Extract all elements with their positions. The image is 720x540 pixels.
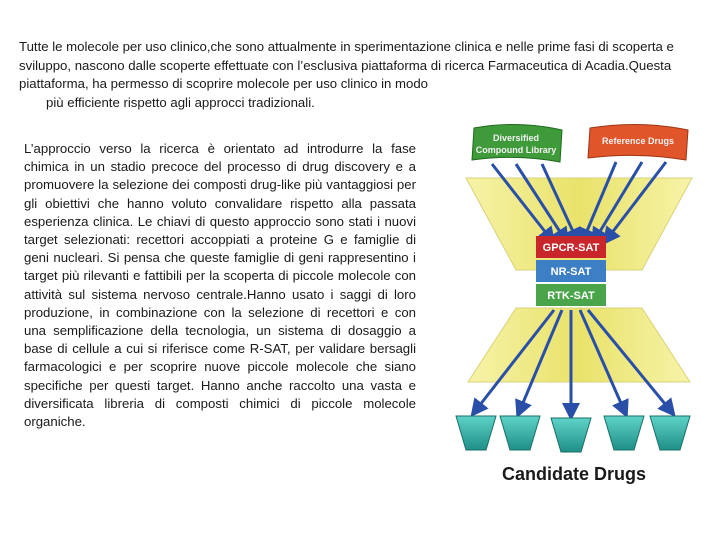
library-label-2: Compound Library — [475, 145, 557, 155]
candidate-cups — [456, 416, 690, 452]
rtk-label: RTK-SAT — [547, 290, 595, 302]
drug-discovery-diagram — [452, 120, 707, 490]
reference-label: Reference Drugs — [601, 136, 675, 146]
gpcr-label: GPCR-SAT — [542, 242, 600, 254]
candidate-drugs-label: Candidate Drugs — [501, 464, 647, 484]
intro-line-1: Tutte le molecole per uso clinico,che sono attualmente in sperimentazione clinica e nelle prime fasi di scoperta e sviluppo, nascono dalle scoperte effettuate con l’esclusiva piattaforma di ricerca Farmaceutica di Acadia.Questa piattaforma, ha permesso di scoprire molecole per uso clinico in modo — [19, 39, 674, 91]
gpcr-sat-box — [536, 236, 606, 258]
diagram-svg — [452, 120, 707, 490]
nr-sat-box — [536, 260, 606, 282]
intro-paragraph — [19, 38, 704, 112]
lower-funnel — [468, 308, 690, 382]
body-paragraph: L’approccio verso la ricerca è orientato ad introdurre la fase chimica in un stadio precoce del processo di drug discovery e a promuovere la selezione dei composti drug-like più vantaggiosi per gli obiettivi che hanno voluto convalidare rispetto alla passata esperienza clinica. Le chiavi di questo approccio sono stati i nuovi target selezionati: recettori accoppiati a proteine G e famiglie di geni nucleari. Si pensa che queste famiglie di geni rappresentino i target più rilevanti e fattibili per la scoperta di piccole molecole con attività sul sistema nervoso centrale.Hanno usato i saggi di loro produzione, in combinazione con la selezione di recettori e con una semplificazione della tecnologia, un sistema di dosaggio a base di cellule a cui si riferisce come R-SAT, per validare bersagli farmacologici e per scoprire nuove piccole molecole che siano specifiche per questi target. Hanno anche raccolto una vasta e diversificata libreria di composti chimici di piccole molecole organiche. — [24, 141, 416, 430]
library-label-1: Diversified — [492, 133, 540, 143]
rtk-sat-box — [536, 284, 606, 306]
compound-library-box — [472, 124, 562, 162]
intro-line-2: più efficiente rispetto agli approcci tradizionali. — [46, 94, 315, 110]
nr-label: NR-SAT — [550, 266, 592, 278]
reference-drugs-box — [588, 124, 688, 160]
